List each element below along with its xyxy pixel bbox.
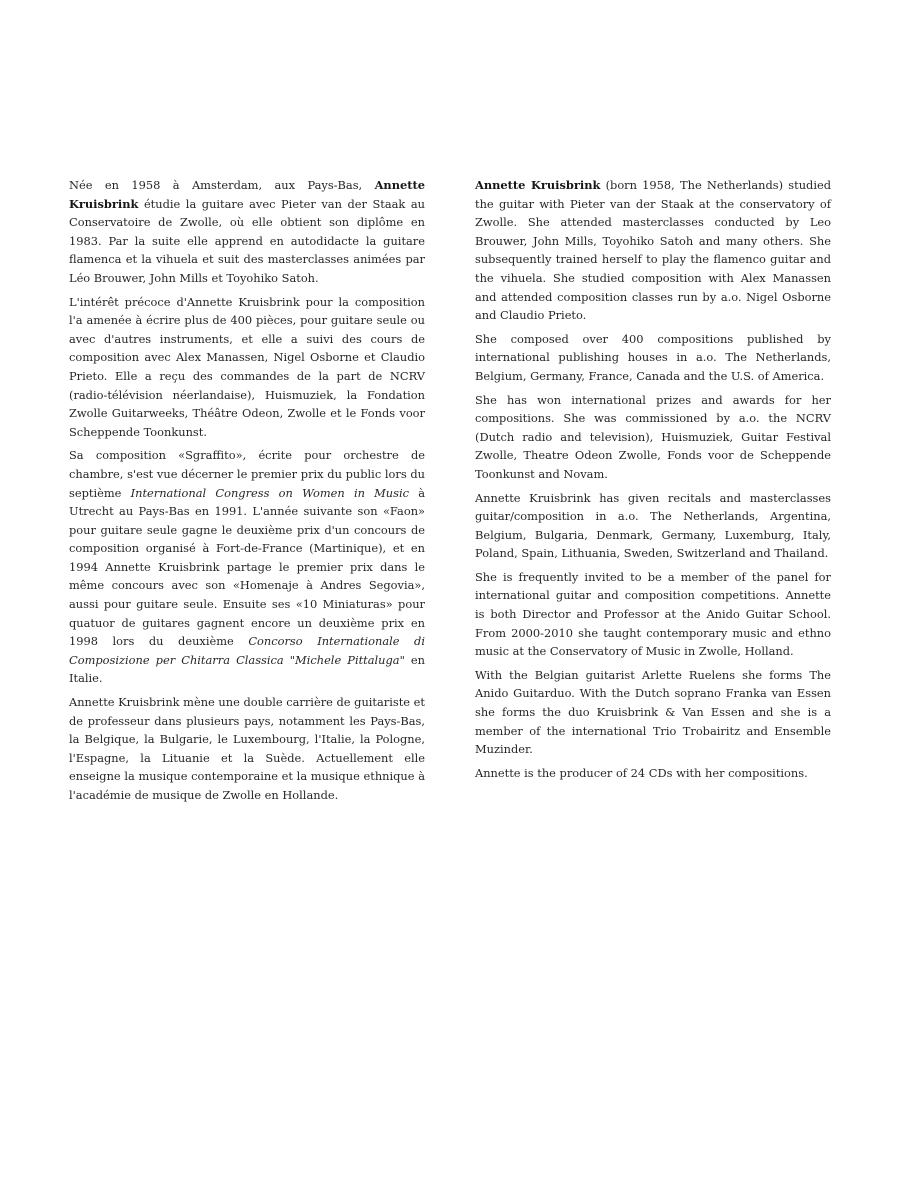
english-paragraph-7: Annette is the producer of 24 CDs with her compositions.: [475, 765, 808, 780]
french-paragraph-2: L'intérêt précoce d'Annette Kruisbrink pour la composition l'a amenée à écrire plus de 400 pièces, pour guitare seule ou avec d'autres instruments, et elle a suivi des cours de composition avec Alex Manassen, Nigel Osborne et Claudio Prieto. Elle a reçu des commandes de la part de NCRV (radio-télévision néerlandaise), Huismuziek, la Fondation Zwolle Guitarweeks, Théâtre Odeon, Zwolle et le Fonds voor Scheppende Toonkunst.: [69, 294, 425, 439]
french-paragraph-3: [69, 446, 425, 688]
english-paragraph-2: She composed over 400 compositions published by international publishing houses in a.o. The Netherlands, Belgium, Germany, France, Canada and the U.S. of America.: [475, 331, 831, 383]
french-p3-part-3: en Italie.: [69, 652, 425, 686]
english-paragraph-6: With the Belgian guitarist Arlette Ruelens she forms The Anido Guitarduo. With the Dutch soprano Franka van Essen she forms the duo Kruisbrink & Van Essen and she is a member of the international Trio Trobairitz and Ensemble Muzinder.: [475, 667, 831, 757]
french-p1-intro: Née en 1958 à Amsterdam, aux Pays-Bas,: [69, 178, 363, 192]
french-p3-congress-title: International Congress on Women in Music: [130, 485, 409, 500]
english-paragraph-3: She has won international prizes and awards for her compositions. She was commissioned by a.o. the NCRV (Dutch radio and television), Huismuziek, Guitar Festival Zwolle, Theatre Odeon Zwolle, Fonds voor de Scheppende Toonkunst and Novam.: [475, 392, 831, 481]
french-p3-part-1: Sa composition «Sgraffito», écrite pour orchestre de chambre, s'est vue décerner le premier prix du public lors du septième: [69, 448, 425, 500]
french-biography-column: [69, 176, 425, 810]
french-p1-composer-name: Annette Kruisbrink: [69, 178, 426, 211]
english-biography-column: [475, 176, 831, 787]
english-paragraph-1: [475, 176, 831, 325]
french-p1-body: étudie la guitare avec Pieter van der Staak au Conservatoire de Zwolle, où elle obtient son diplôme en 1983. Par la suite elle apprend en autodidacte la guitare flamenca et la vihuela et suit des masterclasses animées par Léo Brouwer, John Mills et Toyohiko Satoh.: [69, 196, 426, 285]
french-paragraph-4: Annette Kruisbrink mène une double carrière de guitariste et de professeur dans plusieurs pays, notamment les Pays-Bas, la Belgique, la Bulgarie, le Luxembourg, l'Italie, la Pologne, l'Espagne, la Lituanie et la Suède. Actuellement elle enseigne la musique contemporaine et la musique ethnique à l'académie de musique de Zwolle en Hollande.: [69, 695, 425, 802]
french-paragraph-1: [69, 176, 425, 288]
english-p1-body: (born 1958, The Netherlands) studied the guitar with Pieter van der Staak at the conservatory of Zwolle. She attended masterclasses conducted by Leo Brouwer, John Mills, Toyohiko Satoh and many others. She subsequently trained herself to play the flamenco guitar and the vihuela. She studied composition with Alex Manassen and attended composition classes run by a.o. Nigel Osborne and Claudio Prieto.: [475, 178, 831, 323]
english-p1-composer-name: Annette Kruisbrink: [475, 178, 601, 192]
english-paragraph-4: Annette Kruisbrink has given recitals and masterclasses guitar/composition in a.o. The Netherlands, Argentina, Belgium, Bulgaria, Denmark, Germany, Luxemburg, Italy, Poland, Spain, Lithuania, Sweden, Switzerland and Thailand.: [475, 490, 831, 561]
english-paragraph-5: She is frequently invited to be a member of the panel for international guitar and composition competitions. Annette is both Director and Professor at the Anido Guitar School. From 2000-2010 she taught contemporary music and ethno music at the Conservatory of Music in Zwolle, Holland.: [475, 569, 831, 659]
french-p3-part-2: à Utrecht au Pays-Bas en 1991. L'année suivante son «Faon» pour guitare seule gagne le deuxième prix d'un concours de composition organisé à Fort-de-France (Martinique), et en 1994 Annette Kruisbrink partage le premier prix dans le même concours avec son «Homenaje à Andres Segovia», aussi pour guitare seule. Ensuite ses «10 Miniaturas» pour quatuor de guitares gagnent encore un deuxième prix en 1998 lors du deuxième: [69, 485, 426, 649]
french-p3-concorso-title: Concorso Internationale di Composizione per Chitarra Classica "Michele Pittaluga": [69, 634, 425, 667]
